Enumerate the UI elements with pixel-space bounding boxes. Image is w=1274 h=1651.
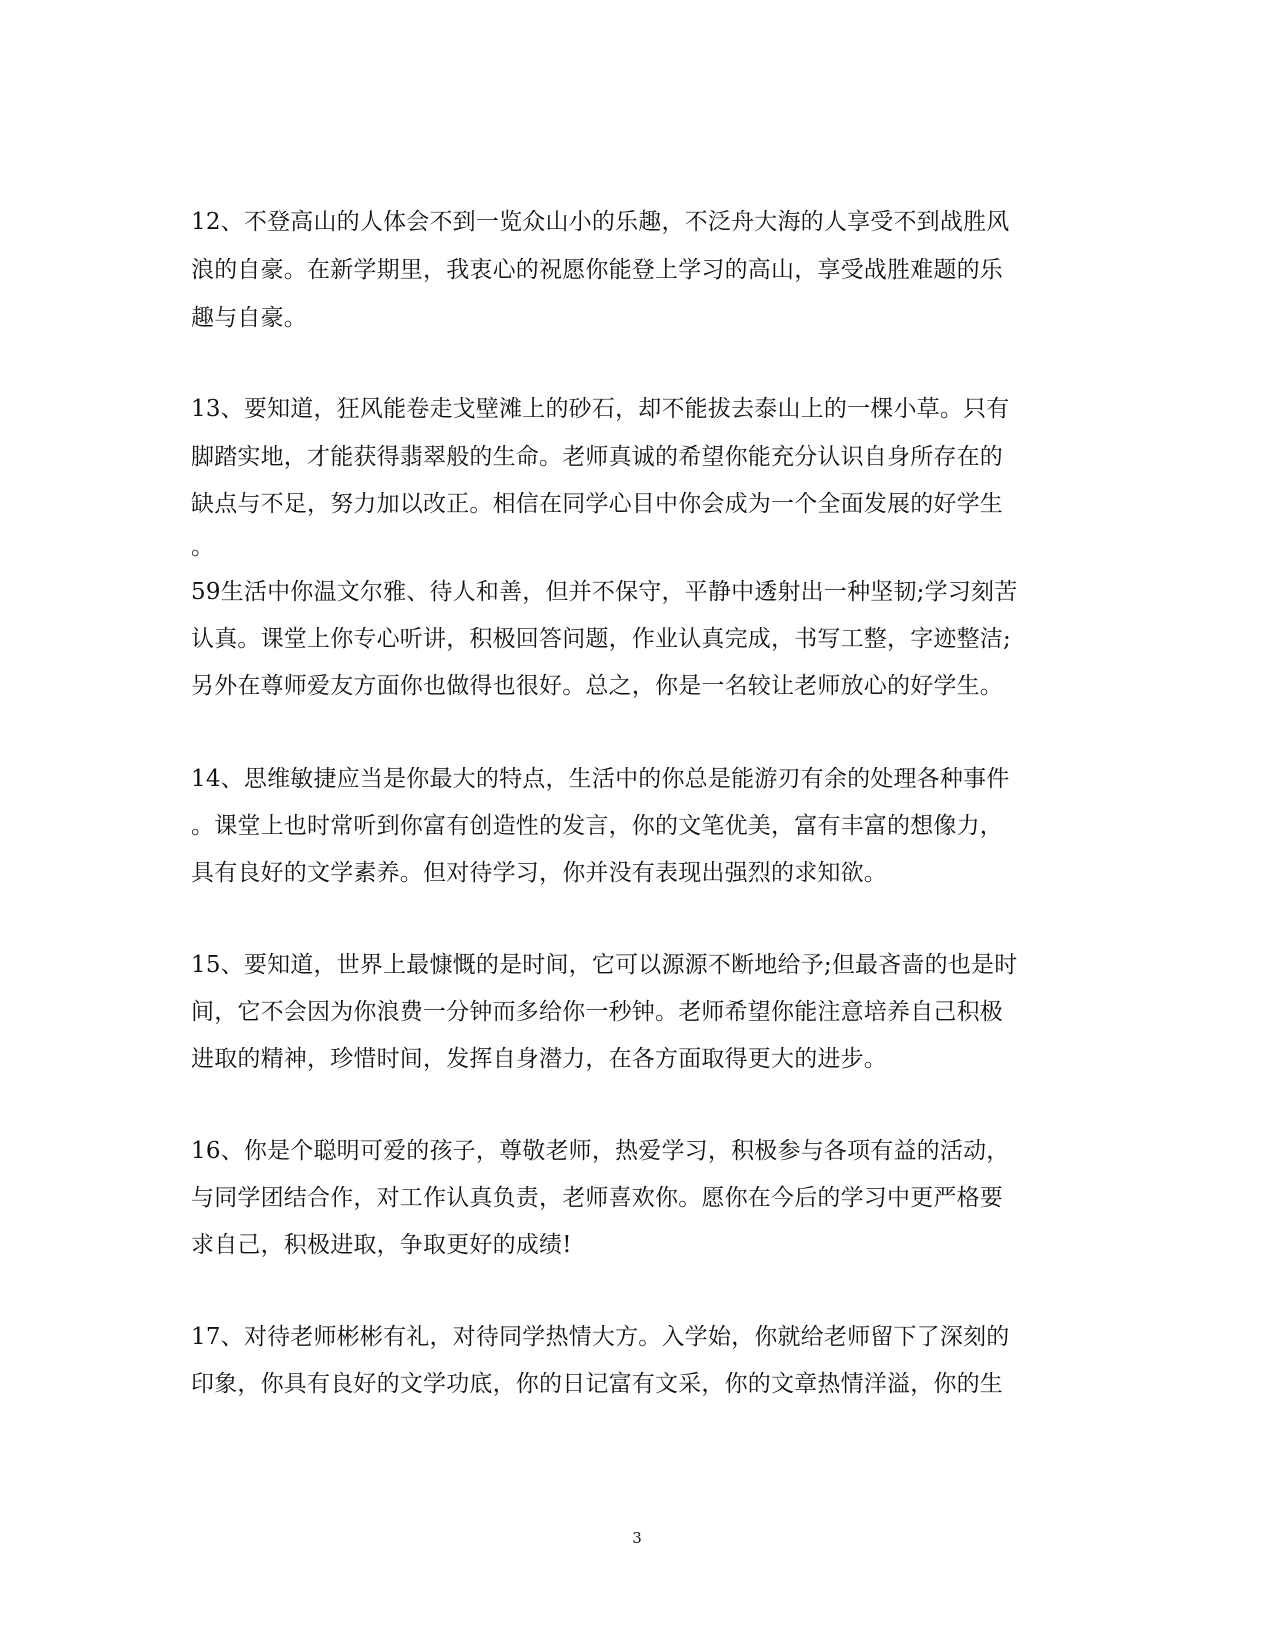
text-line: 。课堂上也时常听到你富有创造性的发言，你的文笔优美，富有丰富的想像力，: [191, 813, 1003, 839]
text-line: 另外在尊师爱友方面你也做得也很好。总之，你是一名较让老师放心的好学生。: [191, 673, 1003, 699]
text-line: 15、要知道，世界上最慷慨的是时间，它可以源源不断地给予;但最吝啬的也是时: [191, 952, 1018, 978]
text-line: 进取的精神，珍惜时间，发挥自身潜力，在各方面取得更大的进步。: [191, 1046, 887, 1072]
text-line: 缺点与不足，努力加以改正。相信在同学心目中你会成为一个全面发展的好学生: [191, 491, 1003, 517]
text-line: 与同学团结合作，对工作认真负责，老师喜欢你。愿你在今后的学习中更严格要: [191, 1185, 1003, 1211]
text-line: 。: [191, 534, 215, 560]
text-line: 认真。课堂上你专心听讲，积极回答问题，作业认真完成，书写工整，字迹整洁;: [191, 626, 1011, 652]
text-line: 具有良好的文学素养。但对待学习，你并没有表现出强烈的求知欲。: [191, 860, 887, 886]
text-line: 16、你是个聪明可爱的孩子，尊敬老师，热爱学习，积极参与各项有益的活动，: [191, 1138, 1010, 1164]
text-line: 趣与自豪。: [191, 305, 307, 331]
text-line: 浪的自豪。在新学期里，我衷心的祝愿你能登上学习的高山，享受战胜难题的乐: [191, 257, 1003, 283]
text-line: 求自己，积极进取，争取更好的成绩!: [191, 1232, 572, 1258]
page-number: 3: [632, 1529, 642, 1547]
text-line: 14、思维敏捷应当是你最大的特点，生活中的你总是能游刃有余的处理各种事件: [191, 766, 1010, 792]
text-line: 59生活中你温文尔雅、待人和善，但并不保守，平静中透射出一种坚韧;学习刻苦: [191, 579, 1018, 605]
text-line: 间，它不会因为你浪费一分钟而多给你一秒钟。老师希望你能注意培养自己积极: [191, 999, 1003, 1025]
text-line: 12、不登高山的人体会不到一览众山小的乐趣，不泛舟大海的人享受不到战胜风: [191, 209, 1010, 235]
text-line: 13、要知道，狂风能卷走戈壁滩上的砂石，却不能拔去泰山上的一棵小草。只有: [191, 396, 1010, 422]
text-line: 脚踏实地，才能获得翡翠般的生命。老师真诚的希望你能充分认识自身所存在的: [191, 444, 1003, 470]
text-line: 印象，你具有良好的文学功底，你的日记富有文采，你的文章热情洋溢，你的生: [191, 1371, 1003, 1397]
text-line: 17、对待老师彬彬有礼，对待同学热情大方。入学始，你就给老师留下了深刻的: [191, 1324, 1010, 1350]
